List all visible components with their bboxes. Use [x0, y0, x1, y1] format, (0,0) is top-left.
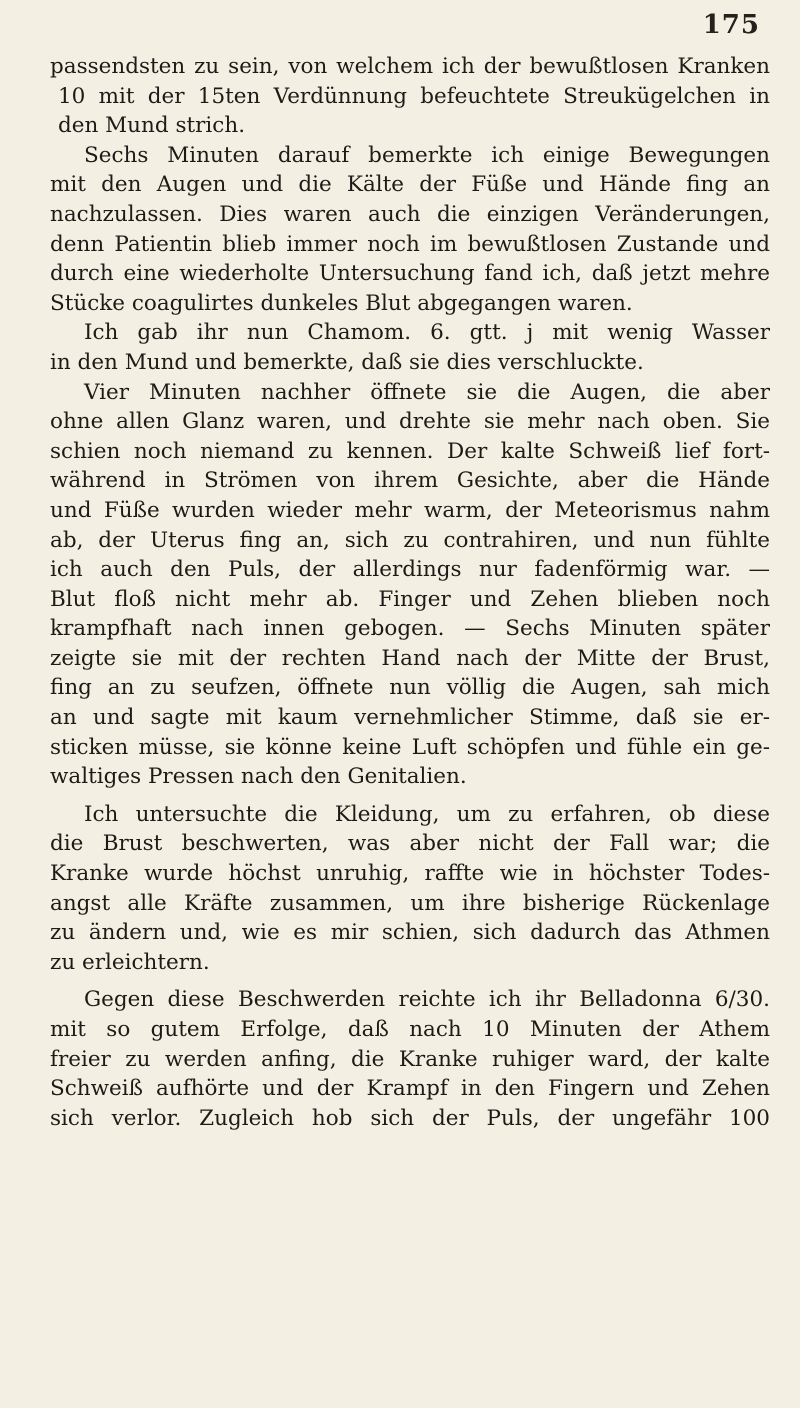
text-line: Blut floß nicht mehr ab. Finger und Zehen blieben noch	[50, 586, 770, 612]
text-line: Ich untersuchte die Kleidung, um zu erfahren, ob diese	[84, 801, 770, 827]
text-line: Ich gab ihr nun Chamom. 6. gtt. j mit wenig Wasser	[84, 320, 770, 346]
text-line: ohne allen Glanz waren, und drehte sie mehr nach oben. Sie	[50, 409, 770, 435]
text-line: freier zu werden anfing, die Kranke ruhiger ward, der kalte	[50, 1046, 770, 1072]
paragraph	[50, 141, 770, 319]
text-line: ich auch den Puls, der allerdings nur fadenförmig war. —	[50, 557, 770, 583]
text-line: die Brust beschwerten, was aber nicht der Fall war; die	[50, 831, 770, 857]
text-line: angst alle Kräfte zusammen, um ihre bisherige Rückenlage	[50, 890, 770, 916]
text-line: fing an zu seufzen, öffnete nun völlig die Augen, sah mich	[50, 675, 770, 701]
paragraph	[50, 52, 770, 141]
paragraph	[50, 985, 770, 1133]
text-line: zu erleichtern.	[50, 949, 210, 975]
text-line: zu ändern und, wie es mir schien, sich dadurch das Athmen	[50, 920, 770, 946]
text-line: denn Patientin blieb immer noch im bewußtlosen Zustande und	[50, 231, 770, 257]
text-line: ab, der Uterus fing an, sich zu contrahiren, und nun fühlte	[50, 527, 770, 553]
paragraph	[50, 318, 770, 377]
text-line: waltiges Pressen nach den Genitalien.	[50, 764, 467, 790]
text-line: und Füße wurden wieder mehr warm, der Meteorismus nahm	[50, 497, 770, 523]
text-line: nachzulassen. Dies waren auch die einzigen Veränderungen,	[50, 201, 770, 227]
text-line: Vier Minuten nachher öffnete sie die Augen, die aber	[84, 379, 770, 405]
text-line: den Mund strich.	[58, 113, 246, 139]
text-line: 10 mit der 15ten Verdünnung befeuchtete Streukügelchen in	[58, 83, 770, 109]
text-line: während in Strömen von ihrem Gesichte, aber die Hände	[50, 468, 770, 494]
text-line: passendsten zu sein, von welchem ich der bewußtlosen Kranken	[50, 54, 770, 79]
text-line: Gegen diese Beschwerden reichte ich ihr Belladonna 6/30.	[84, 987, 770, 1013]
text-line: sticken müsse, sie könne keine Luft schöpfen und fühle ein ge-	[50, 734, 770, 760]
text-line: sich verlor. Zugleich hob sich der Puls, der ungefähr 100	[50, 1105, 770, 1131]
text-line: in den Mund und bemerkte, daß sie dies verschluckte.	[50, 349, 644, 375]
text-line: mit so gutem Erfolge, daß nach 10 Minuten der Athem	[50, 1017, 770, 1042]
text-line: mit den Augen und die Kälte der Füße und Hände fing an	[50, 172, 770, 198]
text-line: Stücke coagulirtes dunkeles Blut abgegangen waren.	[50, 290, 633, 316]
text-line: durch eine wiederholte Untersuchung fand ich, daß jetzt mehre	[50, 261, 770, 287]
text-line: zeigte sie mit der rechten Hand nach der Mitte der Brust,	[50, 645, 770, 671]
text-line: Sechs Minuten darauf bemerkte ich einige Bewegungen	[84, 142, 770, 168]
text-line: an und sagte mit kaum vernehmlicher Stimme, daß sie er-	[50, 705, 770, 731]
text-line: krampfhaft nach innen gebogen. — Sechs Minuten später	[50, 616, 770, 642]
text-line: Schweiß aufhörte und der Krampf in den Fingern und Zehen	[50, 1076, 770, 1102]
text-line: schien noch niemand zu kennen. Der kalte Schweiß lief fort-	[50, 438, 770, 464]
body-text	[50, 52, 770, 1133]
page-number: 175	[702, 10, 760, 40]
paragraph	[50, 800, 770, 978]
text-line: Kranke wurde höchst unruhig, raffte wie in höchster Todes-	[50, 861, 770, 887]
paragraph	[50, 378, 770, 792]
